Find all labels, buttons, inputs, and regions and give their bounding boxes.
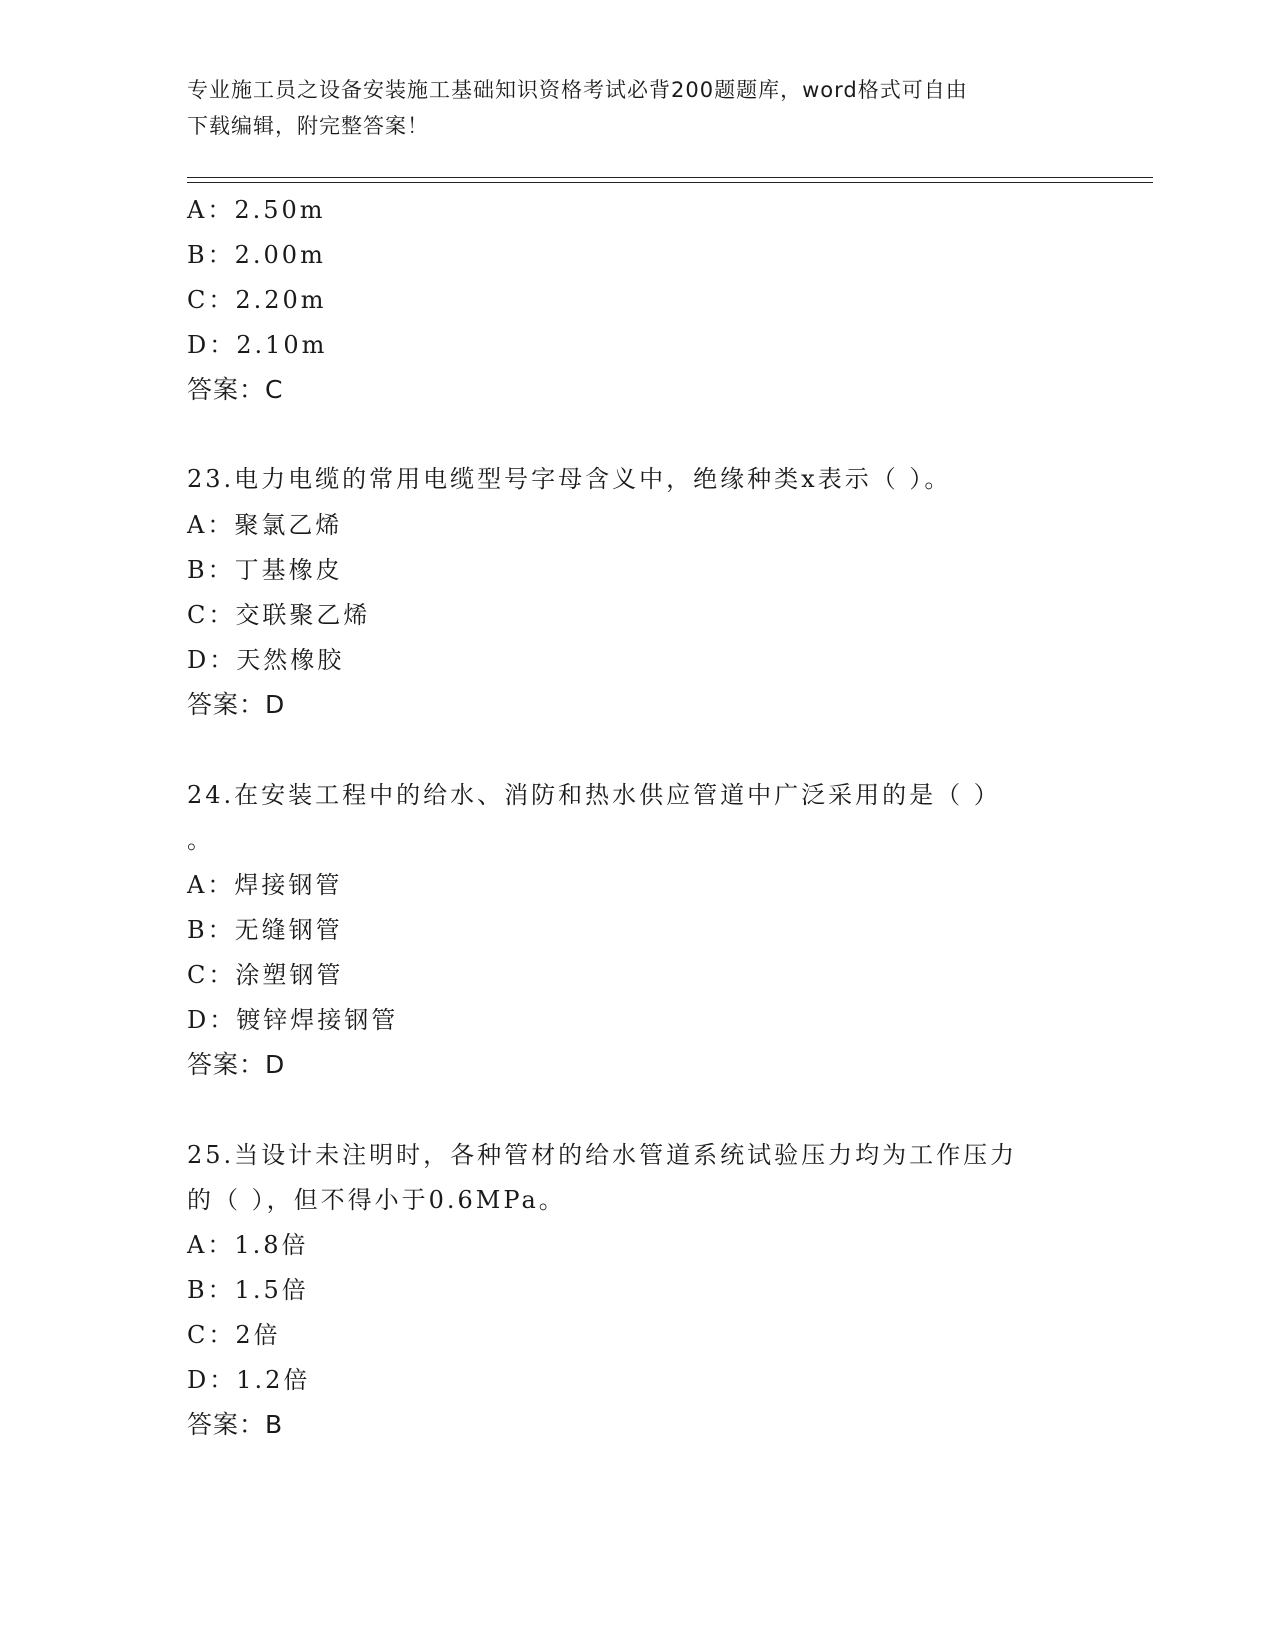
q24-question-line-1: 24.在安装工程中的给水、消防和热水供应管道中广泛采用的是（ ） xyxy=(187,781,1001,809)
q24-option-c: C：涂塑钢管 xyxy=(187,961,344,989)
q22-option-a: A：2.50m xyxy=(187,196,326,224)
header-line-2: 下载编辑，附完整答案！ xyxy=(187,114,429,138)
header-line-1: 专业施工员之设备安装施工基础知识资格考试必背200题题库，word格式可自由 xyxy=(187,78,968,102)
q24-option-a: A：焊接钢管 xyxy=(187,871,343,899)
q24-option-d: D：镀锌焊接钢管 xyxy=(187,1006,399,1034)
q22-answer: 答案：C xyxy=(187,375,284,404)
q23-option-d: D：天然橡胶 xyxy=(187,646,345,674)
q24-question-line-2: 。 xyxy=(187,826,214,854)
q24-answer: 答案：D xyxy=(187,1050,286,1079)
q25-option-b: B：1.5倍 xyxy=(187,1276,309,1304)
q25-option-d: D：1.2倍 xyxy=(187,1366,311,1394)
q22-option-c: C：2.20m xyxy=(187,286,327,314)
header-divider-top xyxy=(187,177,1153,178)
q23-option-a: A：聚氯乙烯 xyxy=(187,511,343,539)
q25-option-c: C：2倍 xyxy=(187,1321,281,1349)
q25-option-a: A：1.8倍 xyxy=(187,1231,309,1259)
q25-question-line-1: 25.当设计未注明时，各种管材的给水管道系统试验压力均为工作压力 xyxy=(187,1141,1018,1169)
q23-question: 23.电力电缆的常用电缆型号字母含义中，绝缘种类x表示（ ）。 xyxy=(187,465,952,493)
q22-option-d: D：2.10m xyxy=(187,331,328,359)
q25-answer: 答案：B xyxy=(187,1410,284,1439)
q24-option-b: B：无缝钢管 xyxy=(187,916,343,944)
q22-option-b: B：2.00m xyxy=(187,241,326,269)
q23-answer: 答案：D xyxy=(187,690,286,719)
q23-option-c: C：交联聚乙烯 xyxy=(187,601,371,629)
q23-option-b: B：丁基橡皮 xyxy=(187,556,343,584)
header-divider-bottom xyxy=(187,182,1153,183)
document-header xyxy=(187,72,1067,144)
q25-question-line-2: 的（ ），但不得小于0.6MPa。 xyxy=(187,1186,566,1214)
